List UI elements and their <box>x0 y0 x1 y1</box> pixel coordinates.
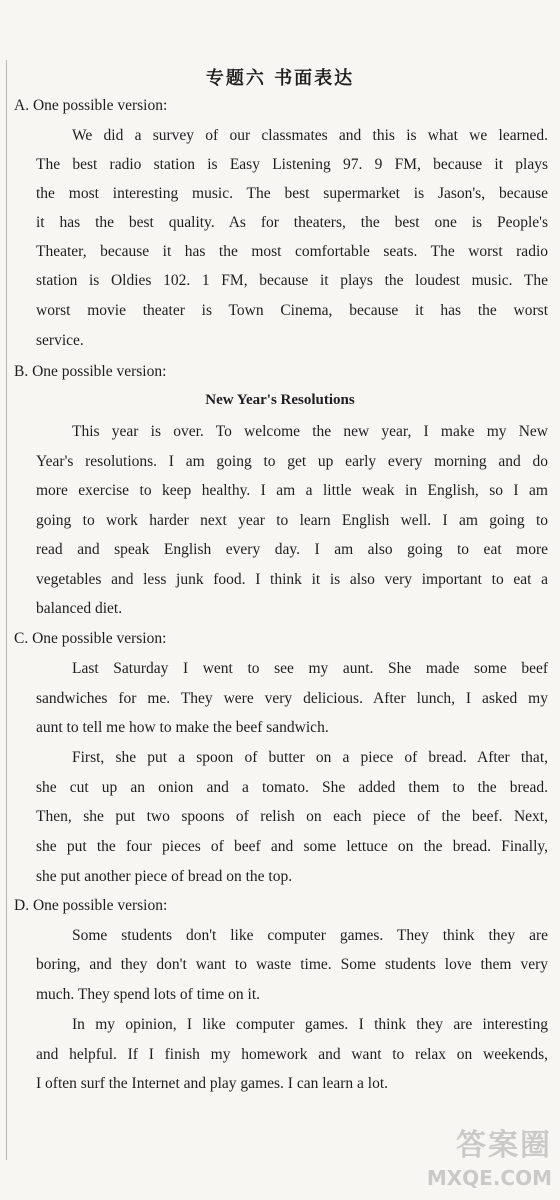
section-d-label: D. One possible version: <box>14 897 168 914</box>
margin-rule <box>6 60 7 1160</box>
section-a-line: service. <box>36 332 84 349</box>
section-c-line: aunt to tell me how to make the beef sandwich. <box>36 719 329 736</box>
section-c-line: she cut up an onion and a tomato. She added them to the bread. <box>36 779 548 796</box>
section-b-line: more exercise to keep healthy. I am a little weak in English, so I am <box>36 482 548 499</box>
section-d-line: Some students don't like computer games. They think they are <box>72 927 548 944</box>
section-b-line: going to work harder next year to learn English well. I am going to <box>36 512 548 529</box>
section-c-label: C. One possible version: <box>14 630 167 647</box>
section-d-line: In my opinion, I like computer games. I think they are interesting <box>72 1016 548 1033</box>
section-d-line: I often surf the Internet and play games. I can learn a lot. <box>36 1075 389 1092</box>
section-a-line: Theater, because it has the most comfortable seats. The worst radio <box>36 243 548 260</box>
section-b-subtitle: New Year's Resolutions <box>205 392 355 408</box>
section-a-line: worst movie theater is Town Cinema, because it has the worst <box>36 302 548 319</box>
section-b-line: balanced diet. <box>36 600 123 617</box>
section-a-line: We did a survey of our classmates and this is what we learned. <box>72 127 548 144</box>
watermark-logo <box>402 1120 552 1190</box>
section-a-line: station is Oldies 102. 1 FM, because it plays the loudest music. The <box>36 272 548 289</box>
section-c-line: Last Saturday I went to see my aunt. She made some beef <box>72 660 548 677</box>
section-c-line: First, she put a spoon of butter on a piece of bread. After that, <box>72 749 548 766</box>
page-title: 专题六 书面表达 <box>205 68 355 89</box>
section-c-line: sandwiches for me. They were very delicious. After lunch, I asked my <box>36 690 548 707</box>
section-d-line: boring, and they don't want to waste time. Some students love them very <box>36 956 548 973</box>
section-d-line: much. They spend lots of time on it. <box>36 986 261 1003</box>
section-b-line: vegetables and less junk food. I think it is also very important to eat a <box>36 571 548 588</box>
section-c-line: Then, she put two spoons of relish on each piece of the beef. Next, <box>36 808 548 825</box>
section-c-line: she put the four pieces of beef and some lettuce on the bread. Finally, <box>36 838 548 855</box>
watermark-url: MXQE.COM <box>426 1166 552 1190</box>
section-c-line: she put another piece of bread on the top. <box>36 868 293 885</box>
section-b-line: Year's resolutions. I am going to get up early every morning and do <box>36 453 548 470</box>
watermark-text: 答案圈 <box>456 1128 552 1163</box>
section-b-line: read and speak English every day. I am also going to eat more <box>36 541 548 558</box>
section-a-label: A. One possible version: <box>14 97 168 114</box>
section-a-line: The best radio station is Easy Listening 97. 9 FM, because it plays <box>36 156 548 173</box>
section-a-line: the most interesting music. The best supermarket is Jason's, because <box>36 185 548 202</box>
section-d-line: and helpful. If I finish my homework and want to relax on weekends, <box>36 1046 548 1063</box>
section-b-label: B. One possible version: <box>14 363 167 380</box>
section-a-line: it has the best quality. As for theaters, the best one is People's <box>36 214 548 231</box>
section-b-line: This year is over. To welcome the new year, I make my New <box>72 423 548 440</box>
